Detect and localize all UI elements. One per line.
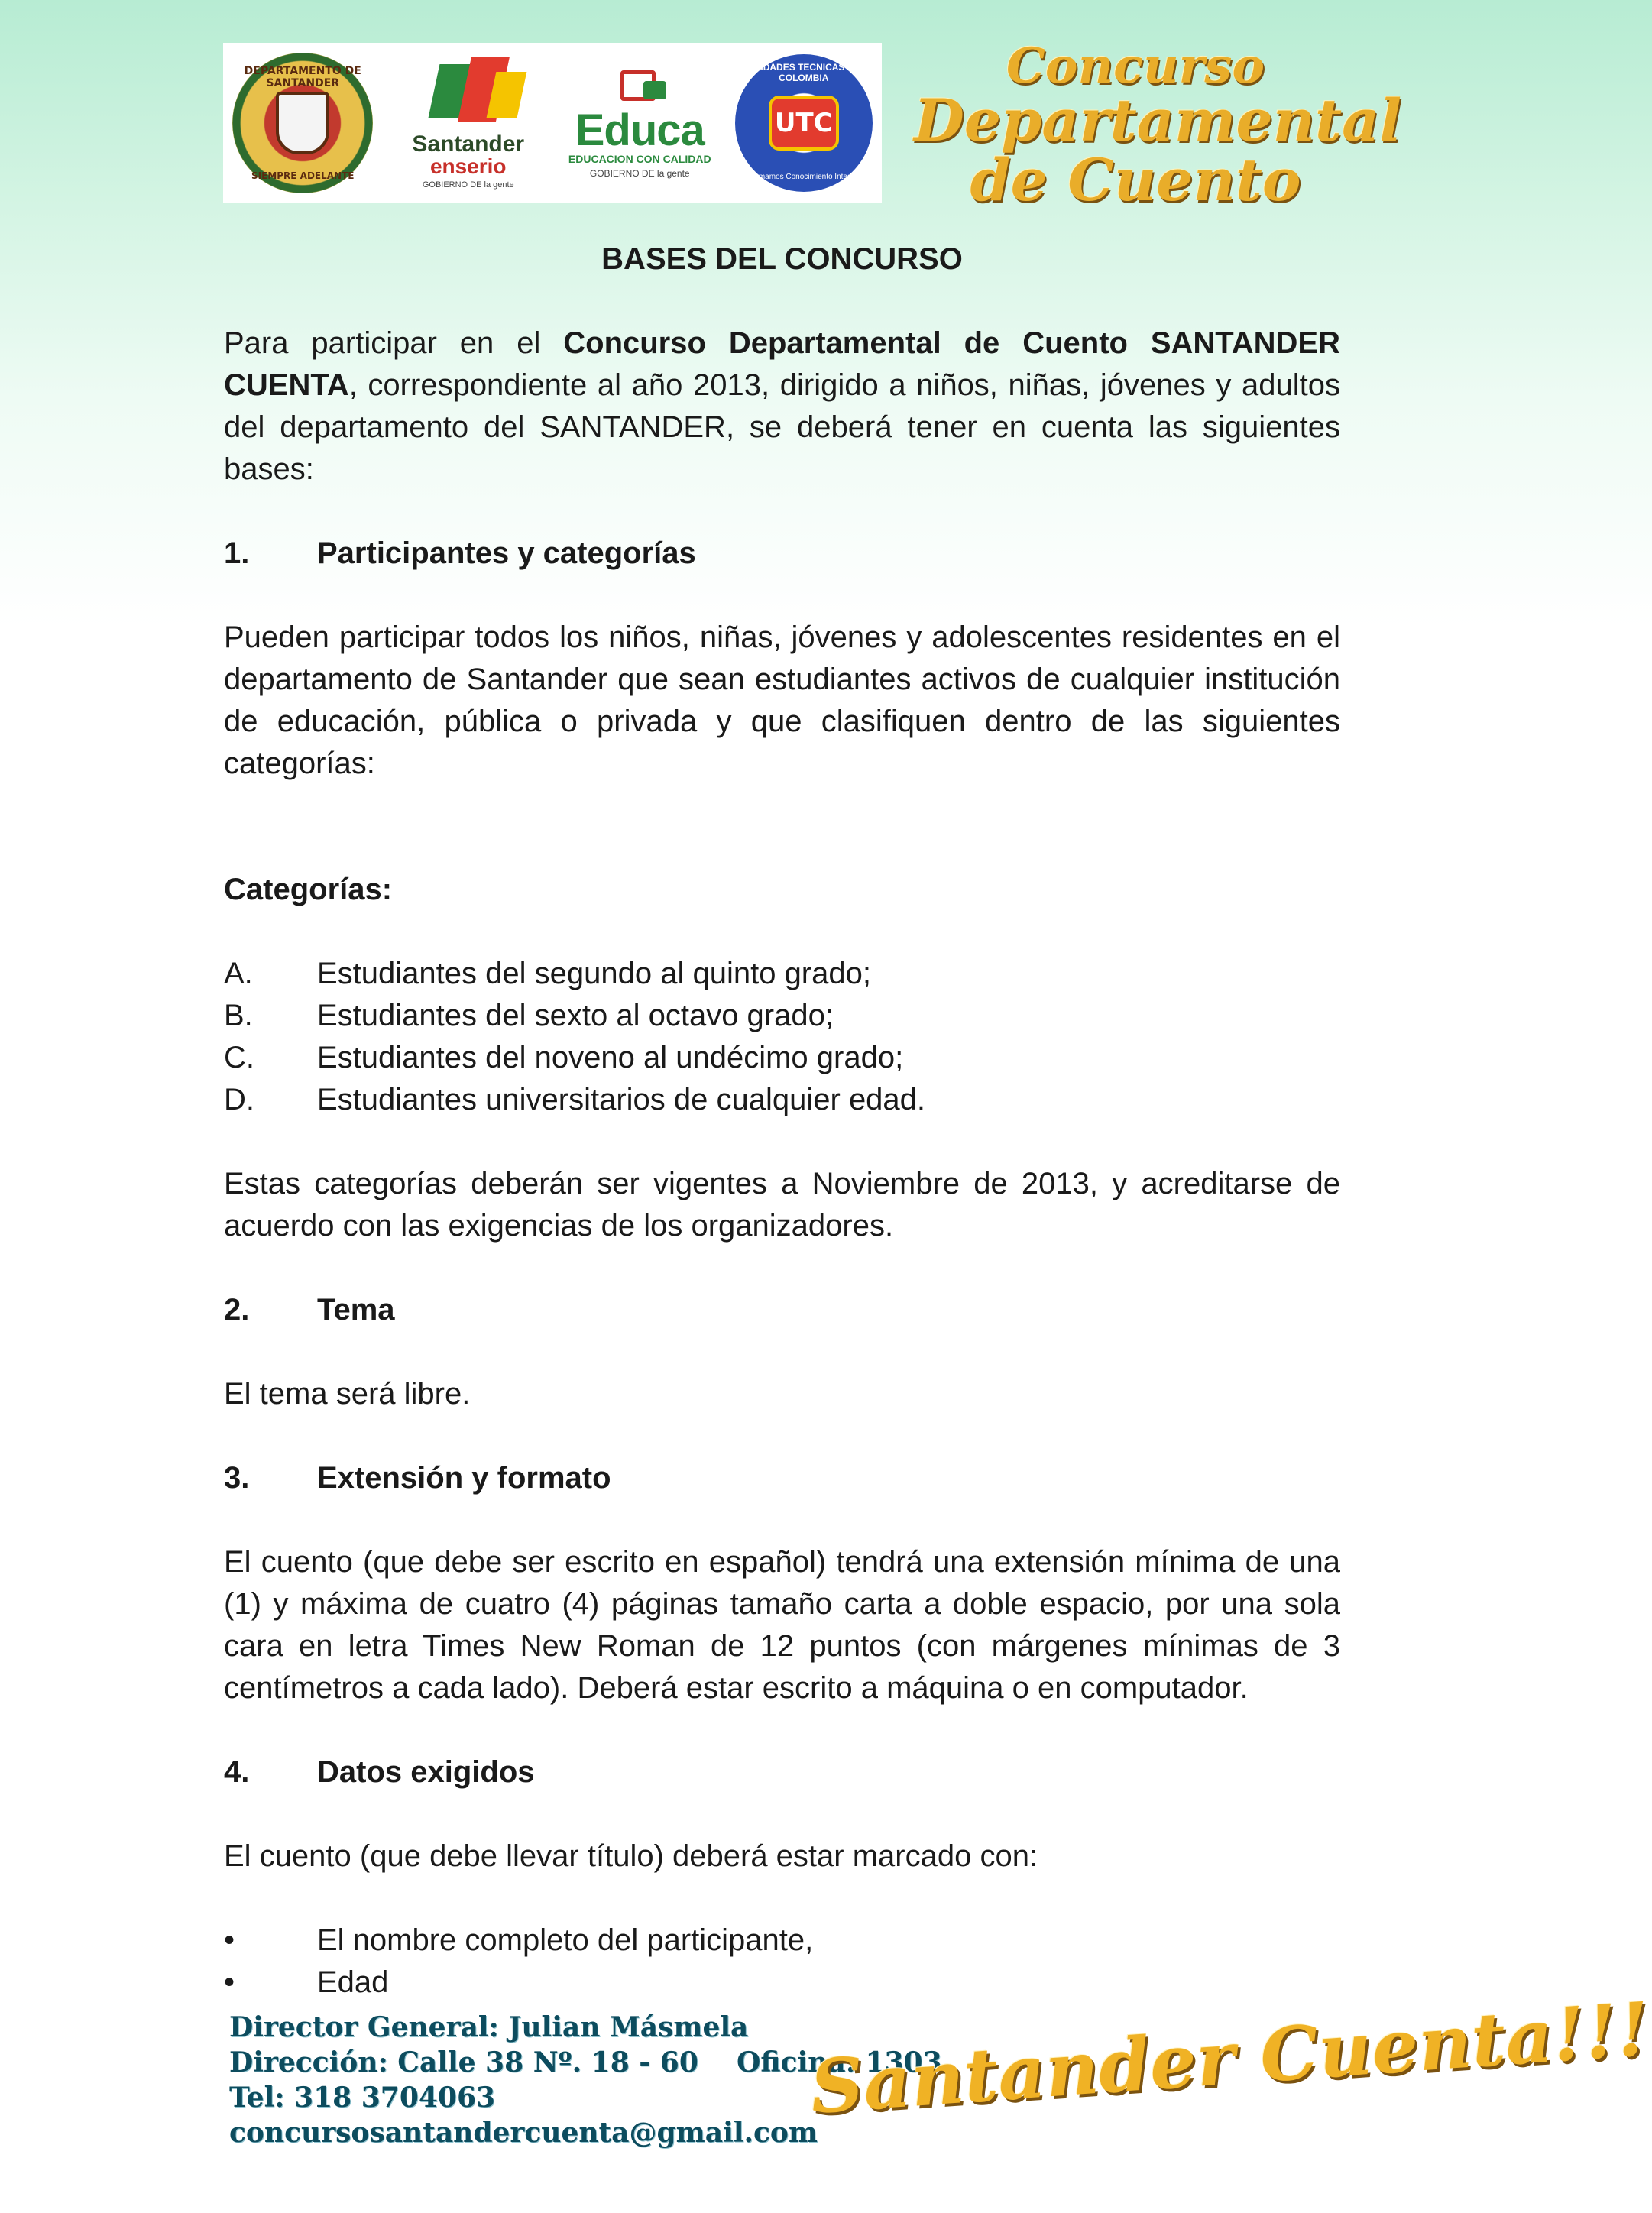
santander-logo-line1: Santander bbox=[412, 131, 525, 157]
intro-post: , correspondiente al año 2013, dirigido a niños, niñas, jóvenes y adultos del departamento del SANTANDER, se deberá tener en cuenta las siguientes bases: bbox=[224, 368, 1340, 486]
educa-logo-line3: GOBIERNO DE la gente bbox=[589, 168, 690, 179]
bullet: • bbox=[224, 1965, 235, 1999]
participants-paragraph: Pueden participar todos los niños, niñas, jóvenes y adolescentes residentes en el departamento de Santander que sean estudiantes activos de cualquier institución de educación, pública o privada y que clasifiquen dentro de las siguientes categorías: bbox=[224, 620, 1340, 780]
category-letter: A. bbox=[224, 957, 253, 990]
section-title: Tema bbox=[317, 1293, 395, 1327]
section-heading-4 bbox=[224, 1751, 1340, 1793]
category-text: Estudiantes del sexto al octavo grado; bbox=[317, 999, 834, 1032]
contact-director: Director General: Julian Másmela bbox=[229, 2011, 749, 2043]
category-text: Estudiantes del segundo al quinto grado; bbox=[317, 957, 871, 990]
data-item-text: Edad bbox=[317, 1965, 389, 1999]
category-text: Estudiantes universitarios de cualquier edad. bbox=[317, 1083, 926, 1116]
section-number: 1. bbox=[224, 536, 250, 570]
shield-icon bbox=[276, 92, 329, 154]
section-title: Participantes y categorías bbox=[317, 536, 696, 570]
educa-logo-line2: EDUCACION CON CALIDAD bbox=[568, 153, 711, 165]
santander-logo-line3: GOBIERNO DE la gente bbox=[422, 180, 514, 190]
intro-pre: Para participar en el bbox=[224, 326, 564, 360]
document-title: BASES DEL CONCURSO bbox=[601, 242, 963, 276]
santander-shapes-icon bbox=[411, 57, 526, 133]
data-items-list bbox=[224, 1920, 1340, 2004]
format-paragraph: El cuento (que debe ser escrito en español) tendrá una extensión mínima de una (1) y máxima de cuatro (4) páginas tamaño carta a doble espacio, por una sola cara en letra Times New Roman de 12 puntos (con márgenes mínimas de 3 centímetros a cada lado). Deberá estar escrito a máquina o en computador. bbox=[224, 1545, 1340, 1705]
categories-heading: Categorías: bbox=[224, 873, 393, 906]
list-item bbox=[224, 995, 1340, 1037]
educa-logo-line1: Educa bbox=[575, 105, 705, 155]
utc-core-text: UTC bbox=[774, 108, 833, 138]
list-item bbox=[224, 1962, 1340, 2004]
data-paragraph: El cuento (que debe llevar título) deberá estar marcado con: bbox=[224, 1839, 1038, 1873]
list-item bbox=[224, 1920, 1340, 1962]
contest-title-line2: Departamental bbox=[914, 86, 1402, 155]
section-heading-2 bbox=[224, 1289, 1340, 1331]
categories-list bbox=[224, 953, 1340, 1121]
logo-strip bbox=[223, 43, 882, 203]
utc-logo-wrap bbox=[735, 54, 873, 192]
data-item-text: El nombre completo del participante, bbox=[317, 1923, 814, 1957]
tema-paragraph: El tema será libre. bbox=[224, 1377, 471, 1411]
section-number: 3. bbox=[224, 1461, 250, 1495]
section-heading-3 bbox=[224, 1457, 1340, 1499]
santander-logo-line2: enserio bbox=[429, 154, 507, 178]
category-letter: B. bbox=[224, 999, 253, 1032]
bullet: • bbox=[224, 1923, 235, 1957]
list-item bbox=[224, 953, 1340, 995]
utc-motto: Formamos Conocimiento Integral bbox=[747, 173, 860, 181]
utc-ring-text: UNIDADES TECNICAS DE COLOMBIA bbox=[747, 62, 860, 83]
intro-paragraph bbox=[224, 322, 1340, 491]
contest-title-line1: Concurso bbox=[1006, 37, 1265, 95]
category-letter: C. bbox=[224, 1041, 254, 1074]
contact-address: Dirección: Calle 38 Nº. 18 - 60 Oficina: 1303 bbox=[229, 2046, 942, 2079]
list-item bbox=[224, 1037, 1340, 1079]
category-text: Estudiantes del noveno al undécimo grado; bbox=[317, 1041, 904, 1074]
slogan-logo: Santander Cuenta!!! bbox=[807, 1985, 1652, 2130]
crest-ring-text: DEPARTAMENTO DE SANTANDER bbox=[244, 65, 361, 89]
department-crest-logo bbox=[232, 53, 373, 193]
educa-logo bbox=[563, 67, 716, 179]
utc-logo bbox=[735, 54, 873, 192]
santander-enserio-logo bbox=[392, 57, 545, 190]
crest-motto: SIEMPRE ADELANTE bbox=[251, 170, 355, 181]
section-title: Extensión y formato bbox=[317, 1461, 611, 1495]
utc-core bbox=[769, 96, 839, 151]
list-item bbox=[224, 1079, 1340, 1121]
document-body bbox=[224, 238, 1340, 2004]
section-number: 2. bbox=[224, 1293, 250, 1327]
contact-email: concursosantandercuenta@gmail.com bbox=[229, 2117, 818, 2149]
intro-bold: Concurso Departamental de Cuento SANTANDER CUENTA bbox=[224, 326, 1340, 402]
educa-board-icon bbox=[605, 67, 674, 105]
crest-emblem bbox=[232, 53, 373, 193]
section-number: 4. bbox=[224, 1755, 250, 1789]
contact-phone: Tel: 318 3704063 bbox=[229, 2082, 496, 2114]
category-letter: D. bbox=[224, 1083, 254, 1116]
contest-title-line3: de Cuento bbox=[970, 145, 1301, 214]
section-heading-1 bbox=[224, 533, 1340, 575]
contest-title-logo bbox=[914, 37, 1402, 214]
section-title: Datos exigidos bbox=[317, 1755, 535, 1789]
categories-note: Estas categorías deberán ser vigentes a Noviembre de 2013, y acreditarse de acuerdo con las exigencias de los organizadores. bbox=[224, 1167, 1340, 1243]
